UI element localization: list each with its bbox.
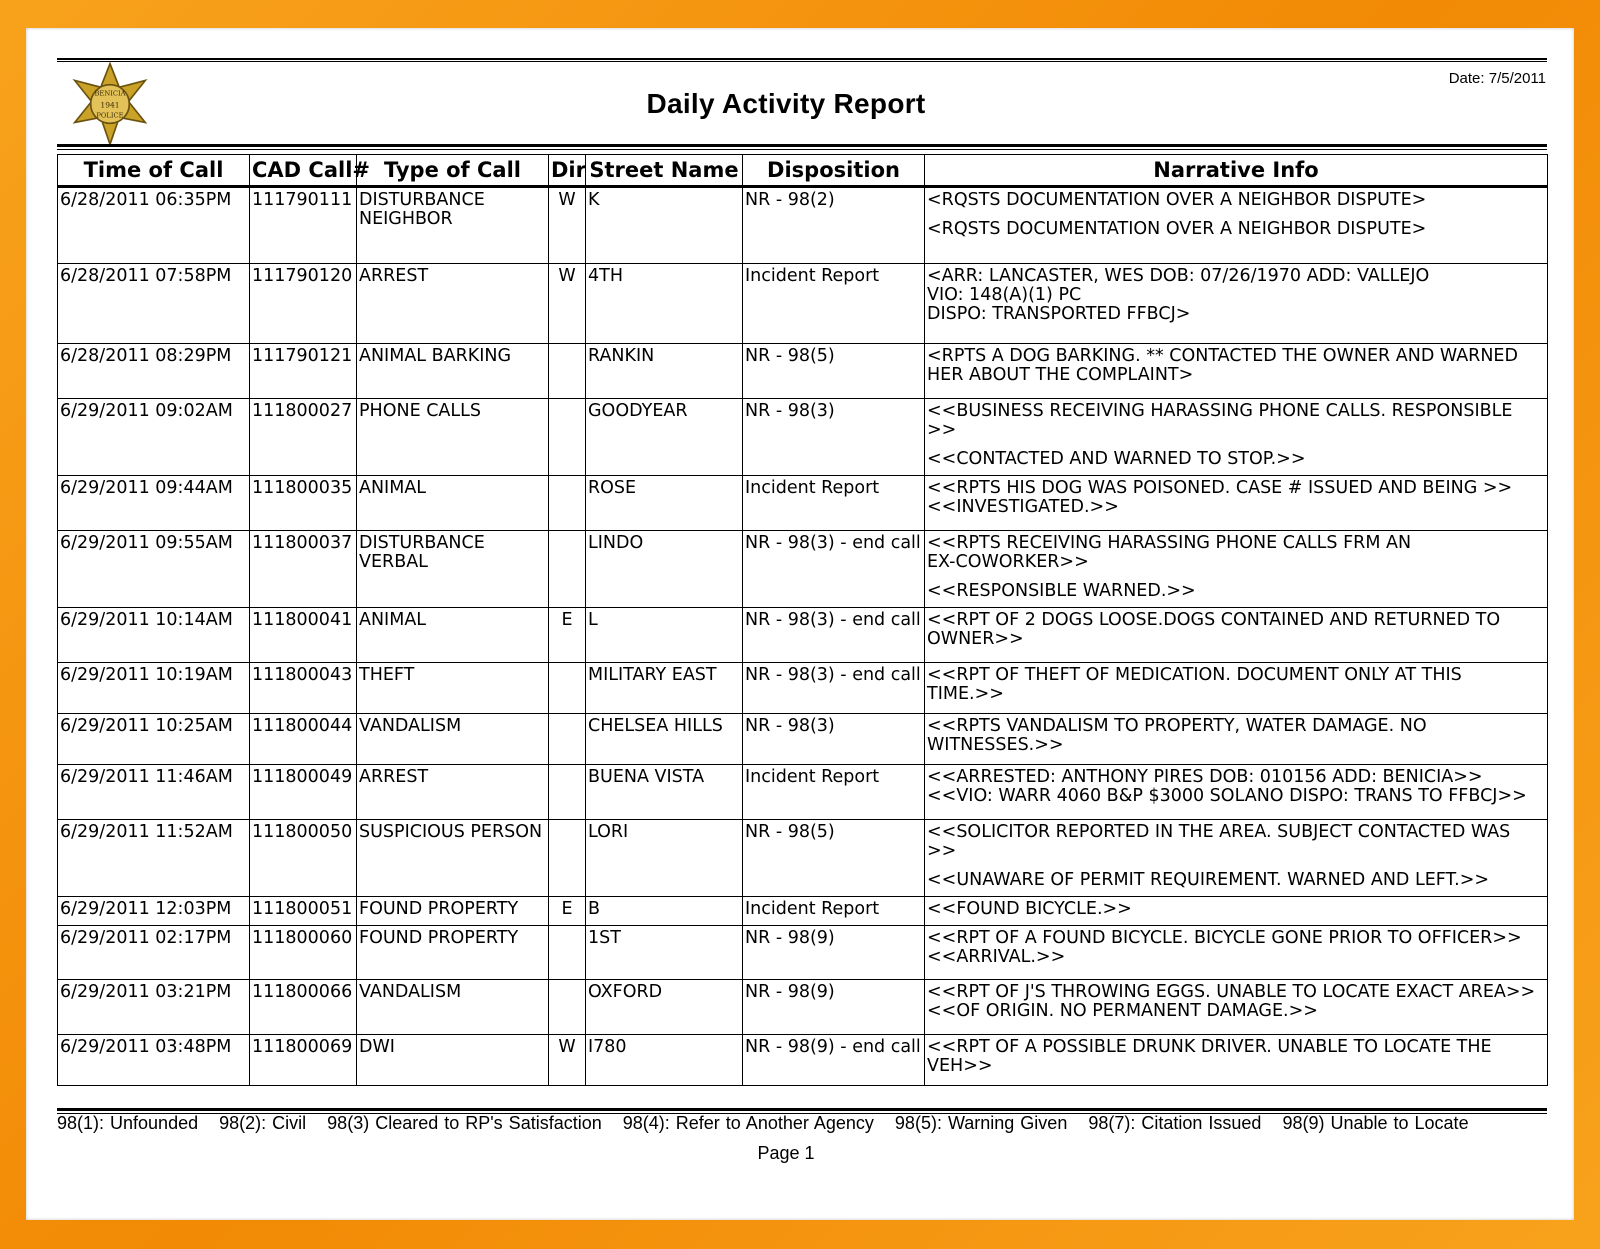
- cell-text: E: [561, 899, 573, 919]
- cell-street: [586, 531, 743, 608]
- cell-text: I780: [588, 1037, 627, 1057]
- cell-cad: [250, 663, 357, 714]
- cell-text: B: [588, 899, 601, 919]
- cell-dir: [549, 765, 586, 820]
- cell-text: 111800049: [252, 767, 353, 787]
- table-row: [58, 820, 1548, 897]
- cell-dir: [549, 1035, 586, 1086]
- activity-table: [57, 154, 1548, 1086]
- cell-time: [58, 926, 250, 980]
- cell-time: [58, 531, 250, 608]
- cell-text: SUSPICIOUS PERSON: [359, 822, 543, 842]
- cell-text: <<RPTS RECEIVING HARASSING PHONE CALLS FRM AN: [927, 533, 1412, 553]
- cell-narrative: [925, 187, 1548, 264]
- badge-text-year: 1941: [100, 100, 120, 110]
- cell-text: <<RPTS HIS DOG WAS POISONED. CASE # ISSUED AND BEING >>: [927, 478, 1513, 498]
- cell-cad: [250, 926, 357, 980]
- cell-text: NEIGHBOR: [359, 209, 453, 229]
- cell-type: [357, 820, 549, 897]
- cell-street: [586, 187, 743, 264]
- cell-text: ROSE: [588, 478, 637, 498]
- cell-disposition: [743, 663, 925, 714]
- cell-text: 111800044: [252, 716, 353, 736]
- table-row: [58, 344, 1548, 399]
- cell-narrative: [925, 926, 1548, 980]
- cell-disposition: [743, 531, 925, 608]
- table-row: [58, 476, 1548, 531]
- top-rule: [57, 58, 1547, 60]
- table-row: [58, 897, 1548, 926]
- top-rule-thin: [57, 61, 1547, 62]
- col-header-narrative: Narrative Info: [925, 155, 1548, 187]
- cell-text: 6/29/2011 03:21PM: [60, 982, 232, 1002]
- cell-text: 6/29/2011 10:19AM: [60, 665, 233, 685]
- legend-item: 98(9) Unable to Locate: [1282, 1113, 1469, 1133]
- disposition-legend: [57, 1113, 1547, 1134]
- legend-item: 98(5): Warning Given: [894, 1113, 1068, 1133]
- col-header-street: Street Name: [586, 155, 743, 187]
- cell-street: [586, 344, 743, 399]
- cell-dir: [549, 187, 586, 264]
- table-row: [58, 714, 1548, 765]
- cell-text: L: [588, 610, 598, 630]
- cell-street: [586, 608, 743, 663]
- cell-text: 111800051: [252, 899, 353, 919]
- cell-text: 111800069: [252, 1037, 353, 1057]
- cell-time: [58, 399, 250, 476]
- cell-text: 6/28/2011 08:29PM: [60, 346, 232, 366]
- cell-text: <<BUSINESS RECEIVING HARASSING PHONE CALLS. RESPONSIBLE: [927, 401, 1513, 421]
- cell-disposition: [743, 1035, 925, 1086]
- cell-text: <<RPT OF J'S THROWING EGGS. UNABLE TO LOCATE EXACT AREA>>: [927, 982, 1536, 1002]
- table-row: [58, 980, 1548, 1035]
- cell-dir: [549, 897, 586, 926]
- table-row: [58, 926, 1548, 980]
- cell-time: [58, 980, 250, 1035]
- cell-narrative: [925, 820, 1548, 897]
- legend-item: 98(7): Citation Issued: [1088, 1113, 1262, 1133]
- cell-type: [357, 663, 549, 714]
- cell-text: HER ABOUT THE COMPLAINT>: [927, 365, 1194, 385]
- cell-dir: [549, 399, 586, 476]
- cell-narrative: [925, 476, 1548, 531]
- cell-cad: [250, 264, 357, 344]
- cell-text: ANIMAL: [359, 610, 427, 630]
- badge-text-top: BENICIA: [94, 89, 126, 98]
- report-page: [26, 28, 1574, 1220]
- cell-text: 6/29/2011 11:46AM: [60, 767, 233, 787]
- footer-rule: [57, 1108, 1547, 1111]
- cell-street: [586, 476, 743, 531]
- cell-text: <RPTS A DOG BARKING. ** CONTACTED THE OWNER AND WARNED: [927, 346, 1518, 366]
- cell-text: ARREST: [359, 266, 429, 286]
- legend-item: 98(2): Civil: [219, 1113, 307, 1133]
- cell-text: NR - 98(3): [745, 401, 835, 421]
- cell-dir: [549, 264, 586, 344]
- cell-disposition: [743, 476, 925, 531]
- cell-text: <<OF ORIGIN. NO PERMANENT DAMAGE.>>: [927, 1001, 1318, 1021]
- cell-narrative: [925, 663, 1548, 714]
- col-header-cad: CAD Call#: [250, 155, 357, 187]
- cell-text: <ARR: LANCASTER, WES DOB: 07/26/1970 ADD: VALLEJO: [927, 266, 1430, 286]
- table-header-row: [58, 155, 1548, 187]
- cell-narrative: [925, 531, 1548, 608]
- cell-text: 6/29/2011 12:03PM: [60, 899, 232, 919]
- page-number: Page 1: [757, 1143, 815, 1163]
- cell-narrative: [925, 897, 1548, 926]
- cell-text: <<VIO: WARR 4060 B&P $3000 SOLANO DISPO: TRANS TO FFBCJ>>: [927, 786, 1527, 806]
- cell-cad: [250, 187, 357, 264]
- table-row: [58, 531, 1548, 608]
- cell-type: [357, 765, 549, 820]
- cell-text: VEH>>: [927, 1056, 993, 1076]
- cell-text: 6/29/2011 09:55AM: [60, 533, 233, 553]
- cell-text: 6/29/2011 02:17PM: [60, 928, 232, 948]
- cell-text: 111800066: [252, 982, 353, 1002]
- cell-text: <RQSTS DOCUMENTATION OVER A NEIGHBOR DISPUTE>: [927, 219, 1427, 239]
- cell-text: NR - 98(3) - end call: [745, 533, 921, 553]
- cell-type: [357, 897, 549, 926]
- cell-text: 6/29/2011 03:48PM: [60, 1037, 232, 1057]
- col-header-dir: Dir: [549, 155, 586, 187]
- cell-text: 111790111: [252, 190, 353, 210]
- cell-text: ANIMAL: [359, 478, 427, 498]
- cell-type: [357, 399, 549, 476]
- cell-dir: [549, 608, 586, 663]
- legend-item: 98(4): Refer to Another Agency: [622, 1113, 874, 1133]
- cell-text: <<SOLICITOR REPORTED IN THE AREA. SUBJECT CONTACTED WAS: [927, 822, 1511, 842]
- cell-text: ANIMAL BARKING: [359, 346, 512, 366]
- cell-text: NR - 98(3) - end call: [745, 610, 921, 630]
- cell-text: BUENA VISTA: [588, 767, 705, 787]
- cell-text: LORI: [588, 822, 629, 842]
- cell-text: 111800050: [252, 822, 353, 842]
- cell-text: >>: [927, 420, 957, 440]
- cell-text: 6/28/2011 07:58PM: [60, 266, 232, 286]
- cell-text: ARREST: [359, 767, 429, 787]
- cell-text: Incident Report: [745, 767, 880, 787]
- cell-text: LINDO: [588, 533, 644, 553]
- table-row: [58, 608, 1548, 663]
- cell-time: [58, 897, 250, 926]
- cell-text: 6/29/2011 10:14AM: [60, 610, 233, 630]
- cell-type: [357, 531, 549, 608]
- cell-disposition: [743, 264, 925, 344]
- cell-cad: [250, 897, 357, 926]
- col-header-type: Type of Call: [357, 155, 549, 187]
- cell-narrative: [925, 765, 1548, 820]
- cell-text: DISTURBANCE: [359, 533, 485, 553]
- header-rule: [57, 144, 1547, 147]
- badge-text-bottom: POLICE: [96, 111, 124, 120]
- cell-text: VANDALISM: [359, 982, 462, 1002]
- cell-cad: [250, 765, 357, 820]
- cell-text: <<INVESTIGATED.>>: [927, 497, 1119, 517]
- cell-dir: [549, 344, 586, 399]
- cell-text: DWI: [359, 1037, 395, 1057]
- cell-cad: [250, 344, 357, 399]
- cell-text: 111790120: [252, 266, 353, 286]
- cell-text: <<RPT OF 2 DOGS LOOSE.DOGS CONTAINED AND RETURNED TO: [927, 610, 1501, 630]
- cell-text: W: [558, 1037, 576, 1057]
- legend-item: 98(1): Unfounded: [57, 1113, 199, 1133]
- cell-disposition: [743, 765, 925, 820]
- cell-street: [586, 399, 743, 476]
- cell-street: [586, 264, 743, 344]
- cell-dir: [549, 714, 586, 765]
- cell-disposition: [743, 926, 925, 980]
- cell-street: [586, 765, 743, 820]
- cell-text: VIO: 148(A)(1) PC: [927, 285, 1082, 305]
- cell-text: <<ARRIVAL.>>: [927, 947, 1066, 967]
- cell-cad: [250, 476, 357, 531]
- cell-type: [357, 980, 549, 1035]
- cell-text: NR - 98(5): [745, 822, 835, 842]
- cell-cad: [250, 980, 357, 1035]
- cell-type: [357, 714, 549, 765]
- cell-text: NR - 98(2): [745, 190, 835, 210]
- cell-dir: [549, 531, 586, 608]
- cell-type: [357, 608, 549, 663]
- cell-text: NR - 98(3) - end call: [745, 665, 921, 685]
- cell-text: <<CONTACTED AND WARNED TO STOP.>>: [927, 449, 1306, 469]
- table-row: [58, 1035, 1548, 1086]
- cell-text: 111800037: [252, 533, 353, 553]
- cell-text: <RQSTS DOCUMENTATION OVER A NEIGHBOR DISPUTE>: [927, 190, 1427, 210]
- table-body: [58, 187, 1548, 1086]
- cell-street: [586, 1035, 743, 1086]
- cell-text: <<RESPONSIBLE WARNED.>>: [927, 581, 1196, 601]
- cell-cad: [250, 608, 357, 663]
- cell-street: [586, 980, 743, 1035]
- cell-text: 111800043: [252, 665, 353, 685]
- cell-cad: [250, 820, 357, 897]
- cell-text: 111800027: [252, 401, 353, 421]
- cell-time: [58, 1035, 250, 1086]
- cell-time: [58, 264, 250, 344]
- cell-cad: [250, 531, 357, 608]
- report-date: Date: 7/5/2011: [1448, 70, 1546, 87]
- cell-text: <<RPT OF A FOUND BICYCLE. BICYCLE GONE PRIOR TO OFFICER>>: [927, 928, 1522, 948]
- cell-text: 6/29/2011 10:25AM: [60, 716, 233, 736]
- cell-dir: [549, 820, 586, 897]
- cell-text: FOUND PROPERTY: [359, 899, 519, 919]
- cell-narrative: [925, 980, 1548, 1035]
- cell-time: [58, 714, 250, 765]
- cell-type: [357, 926, 549, 980]
- table-row: [58, 663, 1548, 714]
- cell-dir: [549, 980, 586, 1035]
- cell-dir: [549, 476, 586, 531]
- cell-disposition: [743, 980, 925, 1035]
- cell-type: [357, 476, 549, 531]
- cell-text: 111800035: [252, 478, 353, 498]
- cell-text: W: [558, 190, 576, 210]
- col-header-disposition: Disposition: [743, 155, 925, 187]
- cell-type: [357, 187, 549, 264]
- cell-disposition: [743, 714, 925, 765]
- cell-text: NR - 98(3): [745, 716, 835, 736]
- cell-cad: [250, 399, 357, 476]
- cell-time: [58, 608, 250, 663]
- cell-text: PHONE CALLS: [359, 401, 481, 421]
- cell-time: [58, 476, 250, 531]
- cell-dir: [549, 663, 586, 714]
- cell-time: [58, 765, 250, 820]
- cell-text: NR - 98(9): [745, 982, 835, 1002]
- cell-text: 6/29/2011 09:02AM: [60, 401, 233, 421]
- cell-text: FOUND PROPERTY: [359, 928, 519, 948]
- report-title: Daily Activity Report: [646, 88, 926, 119]
- cell-text: NR - 98(9) - end call: [745, 1037, 921, 1057]
- cell-street: [586, 926, 743, 980]
- cell-text: DISTURBANCE: [359, 190, 485, 210]
- cell-text: NR - 98(9): [745, 928, 835, 948]
- cell-text: OXFORD: [588, 982, 663, 1002]
- cell-street: [586, 714, 743, 765]
- cell-disposition: [743, 897, 925, 926]
- cell-text: NR - 98(5): [745, 346, 835, 366]
- cell-disposition: [743, 399, 925, 476]
- cell-narrative: [925, 399, 1548, 476]
- cell-narrative: [925, 714, 1548, 765]
- cell-text: 111790121: [252, 346, 353, 366]
- cell-cad: [250, 714, 357, 765]
- cell-type: [357, 344, 549, 399]
- cell-text: <<RPT OF THEFT OF MEDICATION. DOCUMENT ONLY AT THIS: [927, 665, 1462, 685]
- cell-text: 6/29/2011 09:44AM: [60, 478, 233, 498]
- cell-text: >>: [927, 841, 957, 861]
- cell-text: 111800041: [252, 610, 353, 630]
- cell-disposition: [743, 820, 925, 897]
- cell-text: MILITARY EAST: [588, 665, 717, 685]
- cell-text: WITNESSES.>>: [927, 735, 1064, 755]
- cell-narrative: [925, 264, 1548, 344]
- table-row: [58, 264, 1548, 344]
- cell-time: [58, 663, 250, 714]
- cell-disposition: [743, 344, 925, 399]
- cell-text: <<FOUND BICYCLE.>>: [927, 899, 1132, 919]
- cell-narrative: [925, 608, 1548, 663]
- cell-text: Incident Report: [745, 266, 880, 286]
- cell-narrative: [925, 344, 1548, 399]
- col-header-time: Time of Call: [58, 155, 250, 187]
- cell-text: VANDALISM: [359, 716, 462, 736]
- cell-text: DISPO: TRANSPORTED FFBCJ>: [927, 304, 1191, 324]
- cell-cad: [250, 1035, 357, 1086]
- cell-text: GOODYEAR: [588, 401, 688, 421]
- cell-text: K: [588, 190, 600, 210]
- cell-time: [58, 187, 250, 264]
- cell-street: [586, 897, 743, 926]
- cell-disposition: [743, 187, 925, 264]
- table-row: [58, 187, 1548, 264]
- cell-text: 4TH: [588, 266, 623, 286]
- cell-text: 6/28/2011 06:35PM: [60, 190, 232, 210]
- cell-street: [586, 820, 743, 897]
- cell-text: W: [558, 266, 576, 286]
- cell-text: OWNER>>: [927, 629, 1024, 649]
- cell-dir: [549, 926, 586, 980]
- cell-time: [58, 344, 250, 399]
- cell-text: Incident Report: [745, 899, 880, 919]
- cell-time: [58, 820, 250, 897]
- cell-text: VERBAL: [359, 552, 428, 572]
- cell-text: TIME.>>: [927, 684, 1004, 704]
- cell-text: E: [561, 610, 573, 630]
- cell-narrative: [925, 1035, 1548, 1086]
- header-rule-thin: [57, 149, 1547, 150]
- cell-street: [586, 663, 743, 714]
- cell-text: <<RPT OF A POSSIBLE DRUNK DRIVER. UNABLE TO LOCATE THE: [927, 1037, 1492, 1057]
- cell-text: <<ARRESTED: ANTHONY PIRES DOB: 010156 ADD: BENICIA>>: [927, 767, 1483, 787]
- cell-text: THEFT: [359, 665, 415, 685]
- table-row: [58, 765, 1548, 820]
- cell-text: 6/29/2011 11:52AM: [60, 822, 233, 842]
- cell-text: Incident Report: [745, 478, 880, 498]
- cell-text: 1ST: [588, 928, 621, 948]
- legend-item: 98(3) Cleared to RP's Satisfaction: [327, 1113, 602, 1133]
- cell-disposition: [743, 608, 925, 663]
- cell-text: 111800060: [252, 928, 353, 948]
- cell-text: <<RPTS VANDALISM TO PROPERTY, WATER DAMAGE. NO: [927, 716, 1427, 736]
- cell-text: RANKIN: [588, 346, 655, 366]
- cell-text: <<UNAWARE OF PERMIT REQUIREMENT. WARNED AND LEFT.>>: [927, 870, 1490, 890]
- cell-text: CHELSEA HILLS: [588, 716, 723, 736]
- table-row: [58, 399, 1548, 476]
- cell-text: EX-COWORKER>>: [927, 552, 1089, 572]
- cell-type: [357, 264, 549, 344]
- cell-type: [357, 1035, 549, 1086]
